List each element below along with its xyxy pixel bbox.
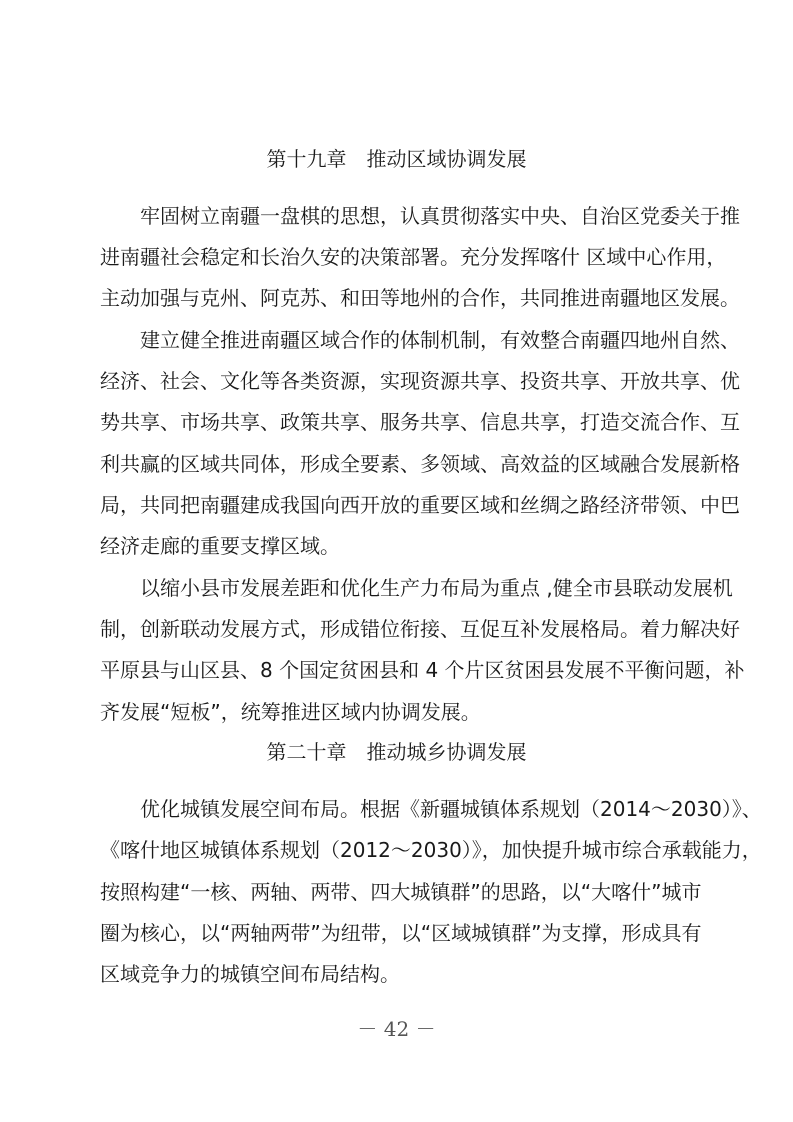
paragraph-line: 以缩小县市发展差距和优化生产力布局为重点 ,健全市县联动发展机: [140, 576, 733, 600]
paragraph-line: 经济、社会、文化等各类资源，实现资源共享、投资共享、开放共享、优: [100, 369, 740, 393]
paragraph-line: 牢固树立南疆一盘棋的思想，认真贯彻落实中央、自治区党委关于推: [140, 204, 740, 228]
paragraph-line: 经济走廊的重要支撑区域。: [100, 534, 340, 558]
paragraph-line: 优化城镇发展空间布局。根据《新疆城镇体系规划（2014～2030）》、: [140, 797, 762, 821]
page-number: － 42 －: [357, 1017, 436, 1041]
paragraph-line: 进南疆社会稳定和长治久安的决策部署。充分发挥喀什 区域中心作用，: [100, 245, 727, 269]
chapter-19-heading: 第十九章 推动区域协调发展: [266, 147, 527, 171]
paragraph-line: 主动加强与克州、阿克苏、和田等地州的合作，共同推进南疆地区发展。: [100, 286, 740, 310]
paragraph-line: 建立健全推进南疆区域合作的体制机制，有效整合南疆四地州自然、: [140, 328, 740, 352]
chapter-20-heading: 第二十章 推动城乡协调发展: [266, 740, 527, 764]
paragraph-line: 按照构建“一核、两轴、两带、四大城镇群”的思路，以“大喀什”城市: [100, 880, 702, 904]
paragraph-line: 平原县与山区县、8 个国定贫困县和 4 个片区贫困县发展不平衡问题，补: [100, 658, 745, 682]
paragraph-line: 局，共同把南疆建成我国向西开放的重要区域和丝绸之路经济带领、中巴: [100, 493, 740, 517]
paragraph-line: 势共享、市场共享、政策共享、服务共享、信息共享，打造交流合作、互: [100, 410, 740, 434]
paragraph-line: 利共赢的区域共同体，形成全要素、多领域、高效益的区域融合发展新格: [100, 452, 740, 476]
paragraph-line: 《喀什地区城镇体系规划（2012～2030）》，加快提升城市综合承载能力，: [100, 838, 762, 862]
paragraph-line: 区域竞争力的城镇空间布局结构。: [100, 962, 400, 986]
paragraph-line: 圈为核心，以“两轴两带”为纽带，以“区域城镇群”为支撑，形成具有: [100, 921, 702, 945]
paragraph-line: 制，创新联动发展方式，形成错位衔接、互促互补发展格局。着力解决好: [100, 617, 740, 641]
paragraph-line: 齐发展“短板”，统筹推进区域内协调发展。: [100, 700, 481, 724]
